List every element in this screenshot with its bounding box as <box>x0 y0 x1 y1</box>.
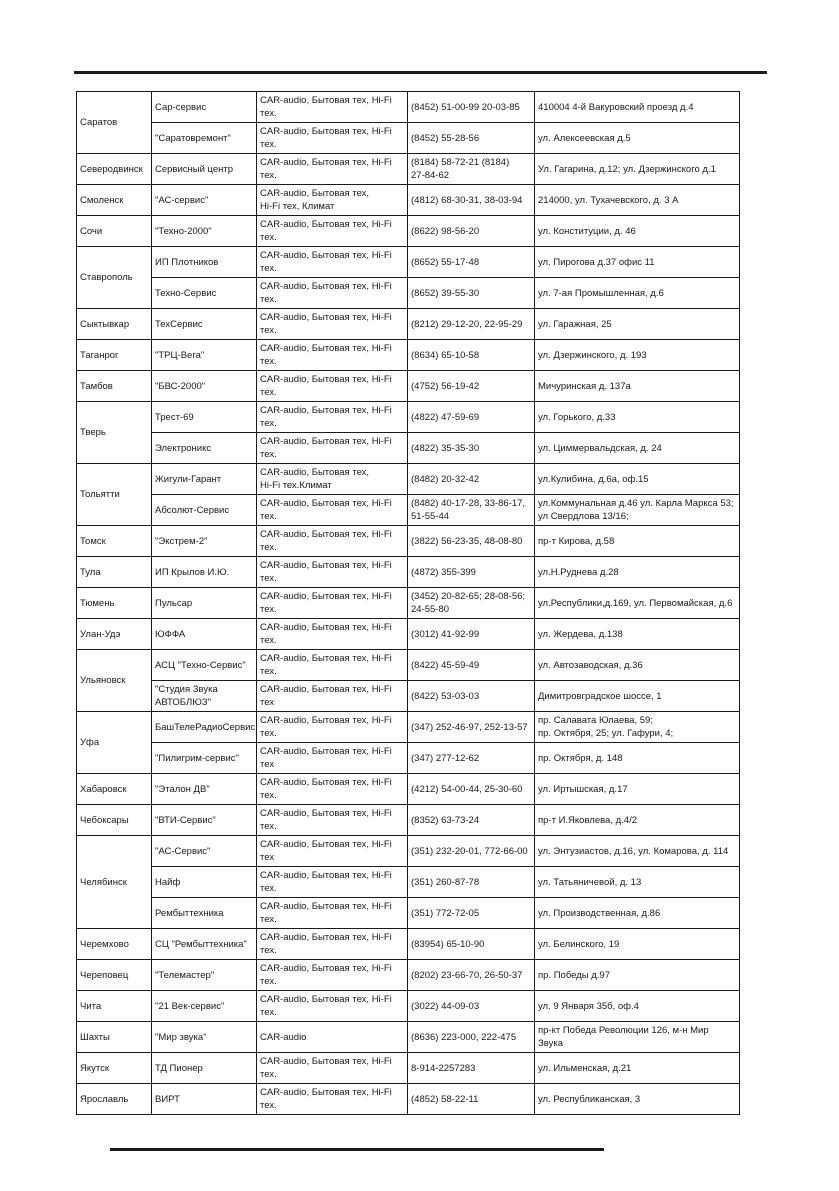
org-cell: Абсолют-Сервис <box>152 495 257 526</box>
org-cell: ИП Крылов И.Ю. <box>152 557 257 588</box>
address-cell: ул. 7-ая Промышленная, д.6 <box>535 278 740 309</box>
table-row <box>77 588 740 619</box>
address-cell: ул. Жердева, д.138 <box>535 619 740 650</box>
phone-cell: (8422) 53-03-03 <box>408 681 535 712</box>
table-row <box>77 1053 740 1084</box>
city-cell: Череповец <box>77 960 152 991</box>
phone-cell: (8652) 39-55-30 <box>408 278 535 309</box>
address-cell: ул.Коммунальная д.46 ул. Карла Маркса 53; ул Свердлова 13/16; <box>535 495 740 526</box>
address-cell: ул.Республики,д.169, ул. Первомайская, д.6 <box>535 588 740 619</box>
table-row <box>77 402 740 433</box>
phone-cell: (4752) 56-19-42 <box>408 371 535 402</box>
table-row <box>77 1022 740 1053</box>
phone-cell: (4822) 47-59-69 <box>408 402 535 433</box>
address-cell: Димитровградское шоссе, 1 <box>535 681 740 712</box>
address-cell: пр. Октября, д. 148 <box>535 743 740 774</box>
phone-cell: (3452) 20-82-65; 28-08-56; 24-55-80 <box>408 588 535 619</box>
city-cell: Ставрополь <box>77 247 152 309</box>
city-cell: Хабаровск <box>77 774 152 805</box>
service-type-cell: CAR-audio, Бытовая тех, Hi-Fi тех. <box>257 526 408 557</box>
service-type-cell: CAR-audio, Бытовая тех, Hi-Fi тех. <box>257 991 408 1022</box>
city-cell: Саратов <box>77 92 152 154</box>
phone-cell: (8636) 223-000, 222-475 <box>408 1022 535 1053</box>
org-cell: "АС-Сервис" <box>152 836 257 867</box>
org-cell: Трест-69 <box>152 402 257 433</box>
phone-cell: (351) 232-20-01, 772-66-00 <box>408 836 535 867</box>
city-cell: Тамбов <box>77 371 152 402</box>
service-type-cell: CAR-audio, Бытовая тех, Hi-Fi тех. <box>257 340 408 371</box>
table-row <box>77 92 740 123</box>
address-cell: ул. Энтузиастов, д.16, ул. Комарова, д. 114 <box>535 836 740 867</box>
city-cell: Чита <box>77 991 152 1022</box>
city-cell: Ульяновск <box>77 650 152 712</box>
service-type-cell: CAR-audio, Бытовая тех, Hi-Fi тех. <box>257 1084 408 1115</box>
city-cell: Шахты <box>77 1022 152 1053</box>
service-type-cell: CAR-audio, Бытовая тех, Hi-Fi тех, Климат <box>257 185 408 216</box>
city-cell: Уфа <box>77 712 152 774</box>
table-row <box>77 805 740 836</box>
table-row <box>77 557 740 588</box>
phone-cell: (8634) 65-10-58 <box>408 340 535 371</box>
phone-cell: (347) 277-12-62 <box>408 743 535 774</box>
table-row <box>77 619 740 650</box>
phone-cell: (8202) 23-66-70, 26-50-37 <box>408 960 535 991</box>
service-type-cell: CAR-audio, Бытовая тех, Hi-Fi тех. <box>257 495 408 526</box>
service-type-cell: CAR-audio, Бытовая тех, Hi-Fi тех. <box>257 960 408 991</box>
service-type-cell: CAR-audio, Бытовая тех, Hi-Fi тех. <box>257 619 408 650</box>
org-cell: Электроникс <box>152 433 257 464</box>
table-row <box>77 309 740 340</box>
city-cell: Ярославль <box>77 1084 152 1115</box>
phone-cell: (351) 260-87-78 <box>408 867 535 898</box>
address-cell: 410004 4-й Вакуровский проезд д.4 <box>535 92 740 123</box>
service-type-cell: CAR-audio, Бытовая тех, Hi-Fi тех. <box>257 805 408 836</box>
address-cell: пр. Салавата Юлаева, 59; пр. Октября, 25; ул. Гафури, 4; <box>535 712 740 743</box>
org-cell: Пульсар <box>152 588 257 619</box>
service-type-cell: CAR-audio, Бытовая тех, Hi-Fi тех. <box>257 123 408 154</box>
service-type-cell: CAR-audio, Бытовая тех, Hi-Fi тех. <box>257 774 408 805</box>
table-row <box>77 340 740 371</box>
service-type-cell: CAR-audio, Бытовая тех, Hi-Fi тех. <box>257 557 408 588</box>
phone-cell: (83954) 65-10-90 <box>408 929 535 960</box>
address-cell: 214000, ул. Тухачевского, д. 3 А <box>535 185 740 216</box>
city-cell: Томск <box>77 526 152 557</box>
phone-cell: (8622) 98-56-20 <box>408 216 535 247</box>
city-cell: Черемхово <box>77 929 152 960</box>
address-cell: ул. Циммервальдская, д. 24 <box>535 433 740 464</box>
org-cell: "Техно-2000" <box>152 216 257 247</box>
org-cell: "Экстрем-2" <box>152 526 257 557</box>
org-cell: АСЦ "Техно-Сервис" <box>152 650 257 681</box>
address-cell: ул. Дзержинского, д. 193 <box>535 340 740 371</box>
city-cell: Смоленск <box>77 185 152 216</box>
table-row <box>77 650 740 681</box>
phone-cell: (4212) 54-00-44, 25-30-60 <box>408 774 535 805</box>
org-cell: Жигули-Гарант <box>152 464 257 495</box>
city-cell: Якутск <box>77 1053 152 1084</box>
service-type-cell: CAR-audio, Бытовая тех, Hi-Fi тех. <box>257 309 408 340</box>
phone-cell: (8184) 58-72-21 (8184) 27-84-62 <box>408 154 535 185</box>
phone-cell: (3012) 41-92-99 <box>408 619 535 650</box>
org-cell: ИП Плотников <box>152 247 257 278</box>
address-cell: ул. Алексеевская д.5 <box>535 123 740 154</box>
org-cell: "Телемастер" <box>152 960 257 991</box>
org-cell: "БВС-2000" <box>152 371 257 402</box>
org-cell: ВИРТ <box>152 1084 257 1115</box>
table-row <box>77 774 740 805</box>
service-type-cell: CAR-audio, Бытовая тех, Hi-Fi тех. <box>257 867 408 898</box>
phone-cell: 8-914-2257283 <box>408 1053 535 1084</box>
org-cell: ТехСервис <box>152 309 257 340</box>
address-cell: пр-кт Победа Революции 126, м-н Мир Звука <box>535 1022 740 1053</box>
table-row <box>77 681 740 712</box>
city-cell: Челябинск <box>77 836 152 929</box>
org-cell: СЦ "Рембыттехника" <box>152 929 257 960</box>
phone-cell: (4822) 35-35-30 <box>408 433 535 464</box>
service-type-cell: CAR-audio, Бытовая тех, Hi-Fi тех. <box>257 929 408 960</box>
service-type-cell: CAR-audio, Бытовая тех, Hi-Fi тех. <box>257 216 408 247</box>
org-cell: ЮФФА <box>152 619 257 650</box>
city-cell: Чебоксары <box>77 805 152 836</box>
table-row <box>77 991 740 1022</box>
phone-cell: (8212) 29-12-20, 22-95-29 <box>408 309 535 340</box>
service-type-cell: CAR-audio, Бытовая тех, Hi-Fi тех. <box>257 92 408 123</box>
service-type-cell: CAR-audio, Бытовая тех, Hi-Fi тех. <box>257 154 408 185</box>
address-cell: пр. Победы д.97 <box>535 960 740 991</box>
org-cell: "Мир звука" <box>152 1022 257 1053</box>
org-cell: "Саратовремонт" <box>152 123 257 154</box>
city-cell: Тольятти <box>77 464 152 526</box>
phone-cell: (8452) 51-00-99 20-03-85 <box>408 92 535 123</box>
table-row <box>77 185 740 216</box>
service-type-cell: CAR-audio, Бытовая тех, Hi-Fi тех. <box>257 278 408 309</box>
table-row <box>77 836 740 867</box>
address-cell: ул. Конституции, д. 46 <box>535 216 740 247</box>
table-body <box>77 92 740 1115</box>
org-cell: БашТелеРадиоСервис <box>152 712 257 743</box>
service-type-cell: CAR-audio, Бытовая тех, Hi-Fi тех. <box>257 588 408 619</box>
city-cell: Сочи <box>77 216 152 247</box>
org-cell: "Эталон ДВ" <box>152 774 257 805</box>
table-row <box>77 898 740 929</box>
phone-cell: (8422) 45-59-49 <box>408 650 535 681</box>
service-centers-table <box>76 91 740 1115</box>
city-cell: Тула <box>77 557 152 588</box>
table-row <box>77 433 740 464</box>
org-cell: Техно-Сервис <box>152 278 257 309</box>
table-row <box>77 960 740 991</box>
org-cell: Рембыттехника <box>152 898 257 929</box>
table-row <box>77 743 740 774</box>
address-cell: ул. Республиканская, 3 <box>535 1084 740 1115</box>
phone-cell: (8482) 20-32-42 <box>408 464 535 495</box>
table-row <box>77 278 740 309</box>
address-cell: ул. Иртышская, д.17 <box>535 774 740 805</box>
phone-cell: (3022) 44-09-03 <box>408 991 535 1022</box>
phone-cell: (4872) 355-399 <box>408 557 535 588</box>
city-cell: Северодвинск <box>77 154 152 185</box>
service-type-cell: CAR-audio, Бытовая тех, Hi-Fi тех. <box>257 712 408 743</box>
city-cell: Тверь <box>77 402 152 464</box>
table-row <box>77 867 740 898</box>
service-type-cell: CAR-audio, Бытовая тех, Hi-Fi тех. <box>257 402 408 433</box>
footer-rule <box>110 1148 604 1151</box>
table-row <box>77 247 740 278</box>
address-cell: ул. Татьяничевой, д. 13 <box>535 867 740 898</box>
org-cell: Сервисный центр <box>152 154 257 185</box>
service-type-cell: CAR-audio, Бытовая тех, Hi-Fi тех. <box>257 898 408 929</box>
address-cell: ул. Гаражная, 25 <box>535 309 740 340</box>
address-cell: ул. 9 Января 35б, оф.4 <box>535 991 740 1022</box>
table-row <box>77 464 740 495</box>
address-cell: ул. Автозаводская, д.36 <box>535 650 740 681</box>
org-cell: "21 Век-сервис" <box>152 991 257 1022</box>
phone-cell: (8652) 55-17-48 <box>408 247 535 278</box>
org-cell: "Пилигрим-сервис" <box>152 743 257 774</box>
phone-cell: (4852) 58-22-11 <box>408 1084 535 1115</box>
service-type-cell: CAR-audio, Бытовая тех, Hi-Fi тех. <box>257 247 408 278</box>
service-type-cell: CAR-audio, Бытовая тех, Hi-Fi тех <box>257 836 408 867</box>
org-cell: Найф <box>152 867 257 898</box>
address-cell: Ул. Гагарина, д.12; ул. Дзержинского д.1 <box>535 154 740 185</box>
table-row <box>77 154 740 185</box>
org-cell: ТД Пионер <box>152 1053 257 1084</box>
table-row <box>77 495 740 526</box>
org-cell: "Студия Звука АВТОБЛЮЗ" <box>152 681 257 712</box>
org-cell: Сар-сервис <box>152 92 257 123</box>
org-cell: "ТРЦ-Вега" <box>152 340 257 371</box>
city-cell: Сыктывкар <box>77 309 152 340</box>
address-cell: ул. Белинского, 19 <box>535 929 740 960</box>
phone-cell: (8352) 63-73-24 <box>408 805 535 836</box>
phone-cell: (8482) 40-17-28, 33-86-17, 51-55-44 <box>408 495 535 526</box>
service-type-cell: CAR-audio, Бытовая тех, Hi-Fi тех. <box>257 650 408 681</box>
table-row <box>77 123 740 154</box>
phone-cell: (3822) 56-23-35, 48-08-80 <box>408 526 535 557</box>
org-cell: "АС-сервис" <box>152 185 257 216</box>
address-cell: пр-т И.Яковлева, д.4/2 <box>535 805 740 836</box>
header-rule <box>74 71 767 74</box>
address-cell: ул. Пирогова д.37 офис 11 <box>535 247 740 278</box>
table-row <box>77 1084 740 1115</box>
phone-cell: (8452) 55-28-56 <box>408 123 535 154</box>
address-cell: ул. Горького, д.33 <box>535 402 740 433</box>
phone-cell: (351) 772-72-05 <box>408 898 535 929</box>
city-cell: Тюмень <box>77 588 152 619</box>
table-row <box>77 216 740 247</box>
table-row <box>77 371 740 402</box>
address-cell: пр-т Кирова, д.58 <box>535 526 740 557</box>
service-type-cell: CAR-audio, Бытовая тех, Hi-Fi тех <box>257 681 408 712</box>
table-row <box>77 712 740 743</box>
address-cell: ул. Производственная, д.86 <box>535 898 740 929</box>
org-cell: "ВТИ-Сервис" <box>152 805 257 836</box>
address-cell: ул. Ильменская, д.21 <box>535 1053 740 1084</box>
city-cell: Улан-Удэ <box>77 619 152 650</box>
phone-cell: (347) 252-46-97, 252-13-57 <box>408 712 535 743</box>
table-row <box>77 526 740 557</box>
address-cell: ул.Кулибина, д.6а, оф.15 <box>535 464 740 495</box>
service-type-cell: CAR-audio, Бытовая тех, Hi-Fi тех. <box>257 1053 408 1084</box>
service-type-cell: CAR-audio, Бытовая тех, Hi-Fi тех.Климат <box>257 464 408 495</box>
table-row <box>77 929 740 960</box>
service-type-cell: CAR-audio, Бытовая тех, Hi-Fi тех. <box>257 371 408 402</box>
address-cell: ул.Н.Руднева д.28 <box>535 557 740 588</box>
city-cell: Таганрог <box>77 340 152 371</box>
phone-cell: (4812) 68-30-31, 38-03-94 <box>408 185 535 216</box>
service-type-cell: CAR-audio <box>257 1022 408 1053</box>
address-cell: Мичуринская д. 137а <box>535 371 740 402</box>
service-type-cell: CAR-audio, Бытовая тех, Hi-Fi тех. <box>257 433 408 464</box>
service-type-cell: CAR-audio, Бытовая тех, Hi-Fi тех <box>257 743 408 774</box>
